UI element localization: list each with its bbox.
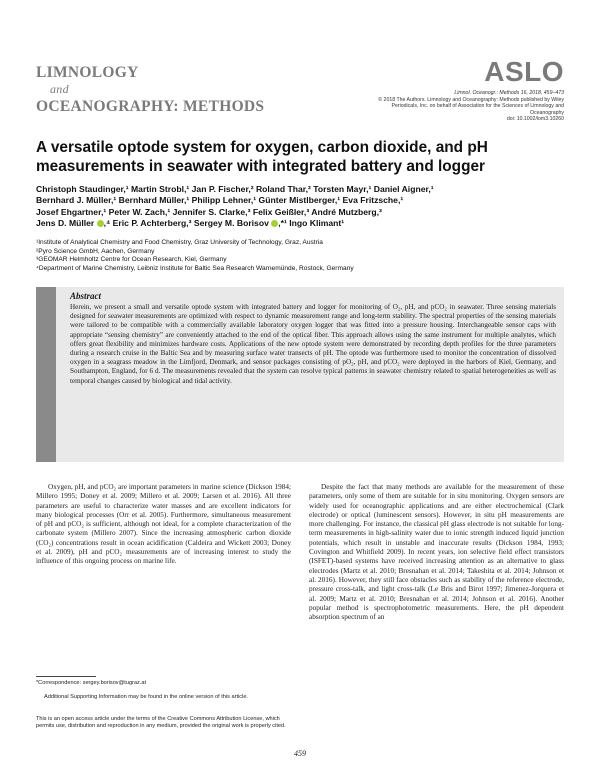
author-list xyxy=(36,184,576,230)
affiliation-3: ³GEOMAR Helmholtz Centre for Ocean Research, Kiel, Germany xyxy=(36,256,227,263)
authors-line-4-end: ,*¹ Ingo Klimant¹ xyxy=(278,218,345,229)
copyright-line: © 2018 The Authors. Limnology and Oceanography: Methods published by Wiley Periodicals, Inc. on behalf of Association for the Sciences of Limnology and Oceanography xyxy=(378,96,564,116)
footnote-divider xyxy=(36,676,96,677)
journal-name-line1: LIMNOLOGY xyxy=(36,64,139,81)
body-column-right: Despite the fact that many methods are available for the measurement of these parameters, only some of them are suitable for in situ monitoring. Oxygen sensors are widely used for oceanographic applications and are either electrochemical (Clark electrode) or optical (luminescent sensors). However, in situ pH measurements are more challenging. For instance, the classical pH glass electrode is not suitable for long-term measurements in high-salinity water due to ionic strength induced liquid junction potentials, which result in unstable and inaccurate results (Dickson 1984, 1993; Covington and Whitfield 2009). In recent years, ion selective field effect transistors (ISFET)-based systems have received increasing attention as an alternative to glass electrodes (Martz et al. 2010; Bresnahan et al. 2014; Takeshita et al. 2014; Johnson et al. 2016). However, they still face obstacles such as stability of the reference electrode, pressure cross-talk, and light cross-talk (Le Bris and Birot 1997; Jimenez-Jorquera et al. 2009; Martz et al. 2010; Bresnahan et al. 2014; Johnson et al. 2016). Another popular method is spectrophotometric measurements. Here, the pH dependent absorption spectrum of an xyxy=(309,483,564,622)
abstract-text: Herein, we present a small and versatile optode system with integrated battery and logger for monitoring of O₂, pH, and pCO₂ in seawater. Three sensing materials designed for seawater measurements are optimized with respect to dynamic measurement range and long-term stability. The spectral properties of the sensing materials were tailored to be compatible with a commercially available laboratory oxygen logger that was fitted into a pressure housing. Interchangeable sensor caps with appropriate “sensing chemistry” are conveniently attached to the end of the optical fiber. This approach allows using the same instrument for multiple analytes, which offers great flexibility and minimizes hardware costs. Applications of the new optode system were demonstrated by recording depth profiles for the three parameters during a research cruise in the Baltic Sea and by measuring surface water transects of pH. The optode was furthermore used to monitor the concentration of dissolved oxygen in a seagrass meadow in the Limfjord, Denmark, and sensor packages consisting of pO₂, pH, and pCO₂ were deployed in the harbors of Kiel, Germany, and Southampton, England, for 6 d. The measurements revealed that the system can resolve typical patterns in seawater chemistry related to spatial heterogeneities as well as temporal changes caused by biological and tidal activity. xyxy=(70,303,556,385)
journal-name-line2: and xyxy=(50,82,69,96)
authors-line-3: Josef Ehgartner,¹ Peter W. Zach,¹ Jennifer S. Clarke,³ Felix Geißler,³ André Mutzberg,³ xyxy=(36,206,382,217)
author-muller-name: Jens D. Müller xyxy=(36,218,95,229)
license-footnote: This is an open access article under the terms of the Creative Commons Attribution License, which permits use, distribution and reproduction in any medium, provided the original work is properly cited. xyxy=(36,716,286,730)
citation-block xyxy=(364,90,564,123)
affiliations xyxy=(36,239,576,273)
abstract-heading: Abstract xyxy=(70,291,102,301)
affiliation-4: ⁴Department of Marine Chemistry, Leibniz Institute for Baltic Sea Research Warnemünde, Rostock, Germany xyxy=(36,264,354,272)
authors-line-4 xyxy=(36,218,576,229)
page-number: 459 xyxy=(294,749,306,758)
journal-name-line3: OCEANOGRAPHY: METHODS xyxy=(36,98,265,115)
abstract-side-bar xyxy=(36,287,56,462)
doi-line: doi: 10.1002/lom3.10260 xyxy=(506,116,564,123)
affiliation-2: ²Pyro Science GmbH, Aachen, Germany xyxy=(36,247,155,255)
correspondence-footnote: *Correspondence: sergey.borisov@tugraz.at xyxy=(36,680,147,686)
orcid-icon[interactable] xyxy=(97,220,104,227)
affiliation-1: ¹Institute of Analytical Chemistry and Food Chemistry, Graz University of Technology, Graz, Austria xyxy=(36,239,323,246)
article-title: A versatile optode system for oxygen, carbon dioxide, and pH measurements in seawater with integrated battery and logger xyxy=(36,139,488,175)
journal-name xyxy=(36,64,264,115)
authors-line-2: Bernhard J. Müller,¹ Bernhard Müller,¹ Philipp Lehner,¹ Günter Mistlberger,¹ Eva Fritzsche,¹ xyxy=(36,195,404,206)
aslo-logo: ASLO xyxy=(484,56,564,87)
citation-line: Limnol. Oceanogr.: Methods 16, 2018, 459–473 xyxy=(454,90,564,96)
supporting-info-footnote: Additional Supporting Information may be found in the online version of this article. xyxy=(44,694,248,700)
authors-line-4-mid: ,⁴ Eric P. Achterberg,³ Sergey M. Borisov xyxy=(103,218,269,229)
body-column-left: Oxygen, pH, and pCO₂ are important parameters in marine science (Dickson 1984; Millero 1995; Doney et al. 2009; Millero et al. 2009; Larsen et al. 2016). All three parameters are useful to characterize water masses and are excellent indicators for many biological processes (Orr et al. 2005). Furthermore, simultaneous measurement of pH and pCO₂ is sufficient, although not ideal, for a complete characterization of the carbonate system (Millero 2007). Since the increasing atmospheric carbon dioxide (CO₂) concentrations result in ocean acidification (Caldeira and Wickett 2003; Doney et al. 2009), pH and pCO₂ measurements are of increasing interest to study the influence of this ongoing process on marine life. xyxy=(36,483,291,566)
authors-line-1: Christoph Staudinger,¹ Martin Strobl,¹ Jan P. Fischer,² Roland Thar,² Torsten Mayr,¹ Daniel Aigner,¹ xyxy=(36,184,434,194)
